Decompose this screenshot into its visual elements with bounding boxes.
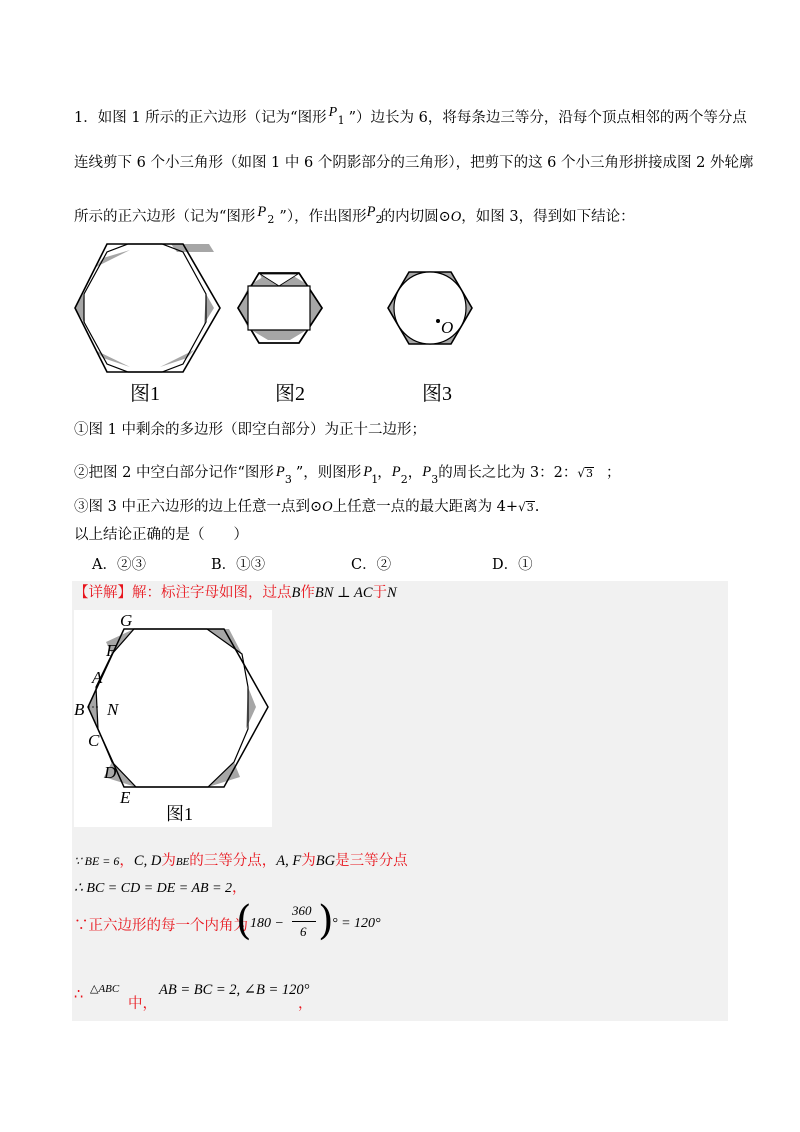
figure-2	[238, 272, 322, 405]
solution-step-2: ∴ BC = CD = DE = AB = 2，	[74, 880, 247, 896]
solution-step-3: ∵正六边形的每一个内角为	[74, 918, 248, 934]
svg-text:C: C	[88, 731, 100, 750]
solution-figure	[74, 612, 272, 827]
option-c[interactable]: C．②	[351, 557, 392, 573]
conclusion-1: ①图 1 中剩余的多边形（即空白部分）为正十二边形；	[74, 422, 426, 438]
svg-text:图1: 图1	[166, 804, 193, 824]
solution-step-4-end: ，	[298, 996, 313, 1012]
conclusion-2: ②把图 2 中空白部分记作“图形 P 3 ”，则图形 P 1 ， P 2 ， P 3 的周长之比为 3：2：√3 ；	[74, 464, 621, 486]
option-d[interactable]: D．①	[492, 557, 533, 573]
svg-text:D: D	[104, 763, 117, 782]
svg-text:N: N	[107, 700, 119, 719]
problem-line-3: 所示的正六边形（记为“图形 P 2 ”），作出图形 P 2 的内切圆⊙O，如图 3，得到如下结论：	[74, 204, 635, 226]
shaded-corner-triangle	[171, 244, 214, 252]
figure-3	[388, 272, 472, 405]
option-b[interactable]: B．①③	[211, 557, 266, 573]
outer-hexagon	[75, 244, 220, 372]
inner-dodecagon	[96, 629, 248, 787]
problem-line-2: 连线剪下 6 个小三角形（如图 1 中 6 个阴影部分的三角形），把剪下的这 6 个小三角形拼接成图 2 外轮廓	[74, 155, 754, 171]
svg-text:G: G	[120, 612, 133, 630]
svg-text:O: O	[441, 318, 454, 337]
sqrt-3: 3	[586, 467, 593, 480]
svg-text:图1: 图1	[130, 383, 160, 405]
svg-text:图2: 图2	[275, 383, 305, 405]
svg-text:B: B	[74, 700, 85, 719]
figure-1	[75, 244, 220, 405]
solution-intro: 【详解】解：标注字母如图，过点B作BN ⊥ AC于N	[74, 585, 397, 601]
triangle-abc: △ABC	[90, 983, 120, 995]
conclusion-3: ③图 3 中正六边形的边上任意一点到⊙O上任意一点的最大距离为 4+√3.	[74, 499, 540, 515]
svg-text:F: F	[106, 641, 117, 660]
svg-text:A: A	[92, 668, 103, 687]
shaded-corner-triangle	[96, 250, 130, 267]
question-prompt: 以上结论正确的是（ ）	[74, 527, 248, 543]
svg-text:E: E	[120, 788, 131, 807]
center-point	[436, 319, 440, 323]
inner-square	[248, 286, 310, 330]
svg-text:图3: 图3	[422, 383, 452, 405]
problem-figures	[70, 238, 510, 408]
option-a[interactable]: A．②③	[92, 557, 146, 573]
shaded-triangle	[310, 288, 322, 328]
incircle	[394, 272, 466, 344]
solution-step-4-zhong: 中，	[128, 996, 157, 1012]
problem-line-1: 1．如图 1 所示的正六边形（记为“图形 P 1 ”）边长为 6，将每条边三等分，沿每个顶点相邻的两个等分点	[74, 105, 747, 127]
solution-step-1: ∵ BE = 6，C, D为BE的三等分点，A, F为BG是三等分点	[74, 853, 408, 869]
solution-step-4-eq: AB = BC = 2, ∠B = 120°	[159, 982, 310, 998]
solution-step-4: ∴	[74, 987, 84, 1003]
